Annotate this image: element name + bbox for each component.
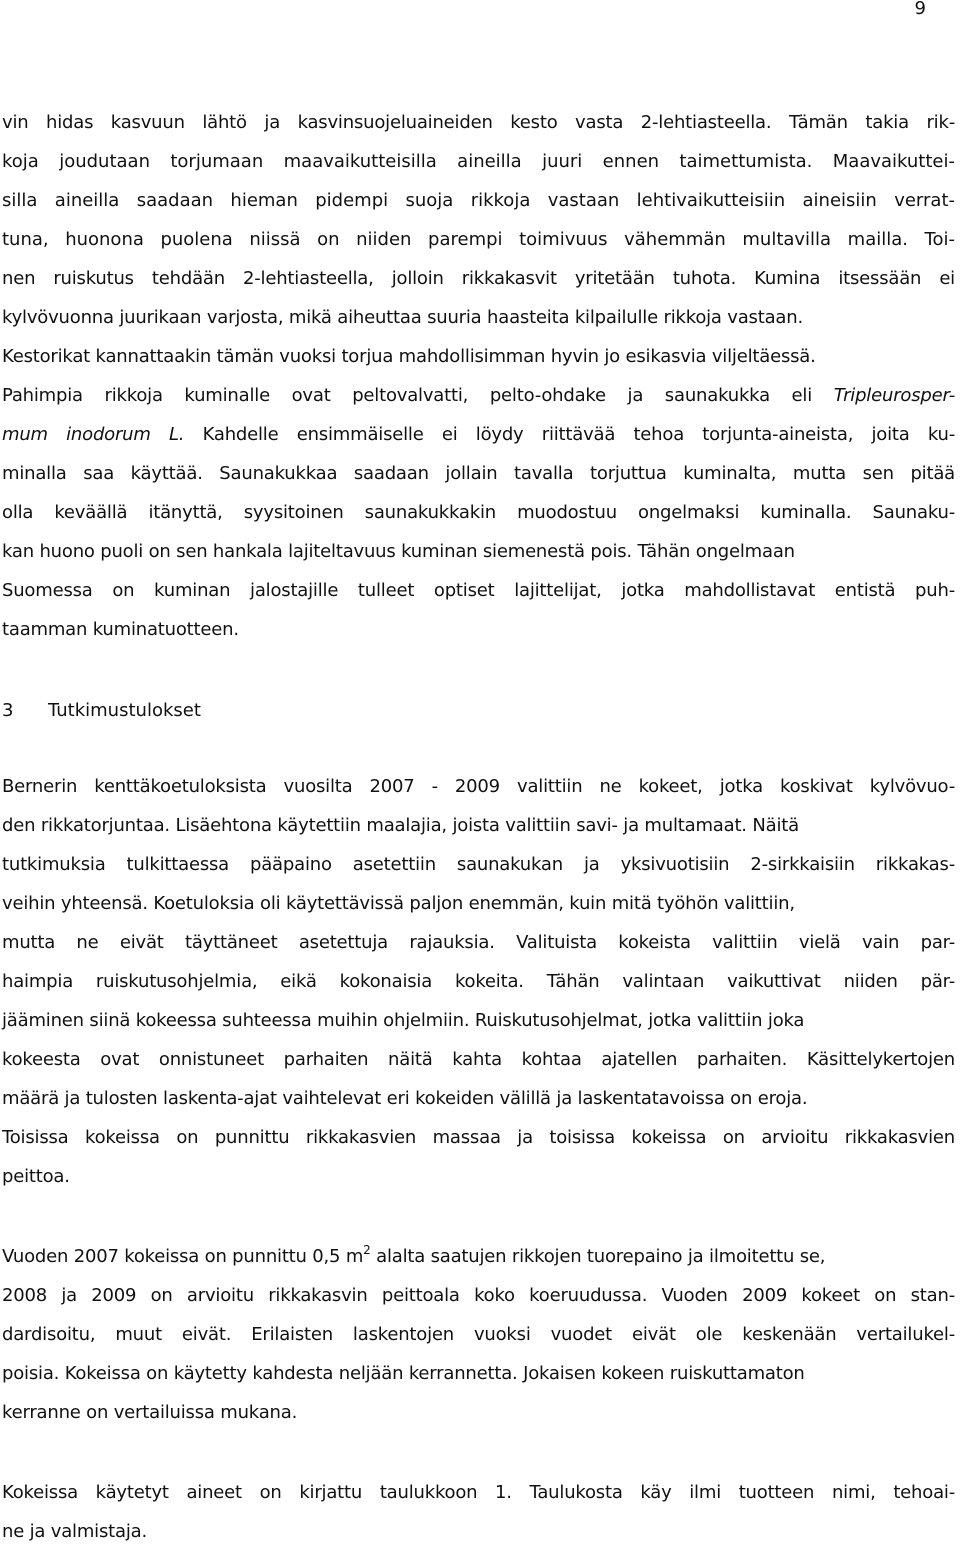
superscript: 2 <box>363 1243 371 1257</box>
text-span: Vuoden 2007 kokeissa on punnittu 0,5 m <box>2 1246 364 1267</box>
section-number: 3 <box>2 700 14 721</box>
text-line: minalla saa käyttää. Saunakukkaa saadaan jollain tavalla torjuttua kuminalta, mutta sen pitää <box>2 463 955 484</box>
species-name: Tripleurosper- <box>833 385 955 406</box>
text-line: mutta ne eivät täyttäneet asetettuja rajauksia. Valituista kokeista valittiin vielä vain par- <box>2 932 955 953</box>
text-line: peittoa. <box>2 1166 70 1187</box>
text-line <box>2 426 955 444</box>
text-line: haimpia ruiskutusohjelmia, eikä kokonaisia kokeita. Tähän valintaan vaikuttivat niiden pär- <box>2 971 955 992</box>
text-line: dardisoitu, muut eivät. Erilaisten laskentojen vuoksi vuodet eivät ole keskenään vertailukel- <box>2 1324 955 1345</box>
text-line: Bernerin kenttäkoetuloksista vuosilta 2007 - 2009 valittiin ne kokeet, jotka koskivat kylvövuo- <box>2 776 955 797</box>
text-line: kokeesta ovat onnistuneet parhaiten näitä kahta kohtaa ajatellen parhaiten. Käsittelykertojen <box>2 1049 955 1070</box>
text-line: kerranne on vertailuissa mukana. <box>2 1402 298 1423</box>
text-line: olla keväällä itänyttä, syysitoinen saunakukkakin muodostuu ongelmaksi kuminalla. Saunaku- <box>2 502 955 523</box>
text-line: ne ja valmistaja. <box>2 1521 147 1542</box>
text-line: kylvövuonna juurikaan varjosta, mikä aiheuttaa suuria haasteita kilpailulle rikkoja vastaan. <box>2 307 803 328</box>
text-line: nen ruiskutus tehdään 2-lehtiasteella, jolloin rikkakasvit yritetään tuhota. Kumina itsessään ei <box>2 268 955 289</box>
text-line: veihin yhteensä. Koetuloksia oli käytettävissä paljon enemmän, kuin mitä työhön valittiin, <box>2 893 795 914</box>
text-line: 2008 ja 2009 on arvioitu rikkakasvin peittoala koko koeruudussa. Vuoden 2009 kokeet on stan- <box>2 1285 955 1306</box>
section-heading <box>2 700 201 721</box>
page-number: 9 <box>914 0 926 19</box>
text-line <box>2 387 955 405</box>
text-line: poisia. Kokeissa on käytetty kahdesta neljään kerrannetta. Jokaisen kokeen ruiskuttamaton <box>2 1363 805 1384</box>
text-line: Toisissa kokeissa on punnittu rikkakasvien massaa ja toisissa kokeissa on arvioitu rikkakasvien <box>2 1127 955 1148</box>
text-line: tutkimuksia tulkittaessa pääpaino asetettiin saunakukan ja yksivuotisiin 2-sirkkaisiin rikkakas- <box>2 854 955 875</box>
text-span: Pahimpia rikkoja kuminalle ovat peltovalvatti, pelto-ohdake ja saunakukka eli <box>2 385 834 406</box>
text-span: alalta saatujen rikkojen tuorepaino ja ilmoitettu se, <box>370 1246 826 1267</box>
text-line: den rikkatorjuntaa. Lisäehtona käytettiin maalajia, joista valittiin savi- ja multamaat. Näitä <box>2 815 799 836</box>
text-span: Kahdelle ensimmäiselle ei löydy riittävää tehoa torjunta-aineista, joita ku- <box>184 424 956 445</box>
text-line: vin hidas kasvuun lähtö ja kasvinsuojeluaineiden kesto vasta 2-lehtiasteella. Tämän takia rik- <box>2 112 955 133</box>
section-title: Tutkimustulokset <box>48 700 201 721</box>
text-line: koja joudutaan torjumaan maavaikutteisilla aineilla juuri ennen taimettumista. Maavaikuttei- <box>2 151 955 172</box>
text-line: tuna, huonona puolena niissä on niiden parempi toimivuus vähemmän multavilla mailla. Toi- <box>2 229 955 250</box>
text-line: Kestorikat kannattaakin tämän vuoksi torjua mahdollisimman hyvin jo esikasvia viljeltäessä. <box>2 346 816 367</box>
text-line: silla aineilla saadaan hieman pidempi suoja rikkoja vastaan lehtivaikutteisiin aineisiin verrat- <box>2 190 955 211</box>
species-name: mum inodorum L. <box>2 424 185 445</box>
text-line: määrä ja tulosten laskenta-ajat vaihtelevat eri kokeiden välillä ja laskentatavoissa on eroja. <box>2 1088 808 1109</box>
text-line: Kokeissa käytetyt aineet on kirjattu taulukkoon 1. Taulukosta käy ilmi tuotteen nimi, tehoai- <box>2 1482 955 1503</box>
text-line: kan huono puoli on sen hankala lajiteltavuus kuminan siemenestä pois. Tähän ongelmaan <box>2 541 795 562</box>
text-line <box>2 1243 826 1267</box>
text-line: taamman kuminatuotteen. <box>2 619 239 640</box>
text-line: jääminen siinä kokeessa suhteessa muihin ohjelmiin. Ruiskutusohjelmat, jotka valittiin joka <box>2 1010 805 1031</box>
text-line: Suomessa on kuminan jalostajille tulleet optiset lajittelijat, jotka mahdollistavat entistä puh- <box>2 580 955 601</box>
